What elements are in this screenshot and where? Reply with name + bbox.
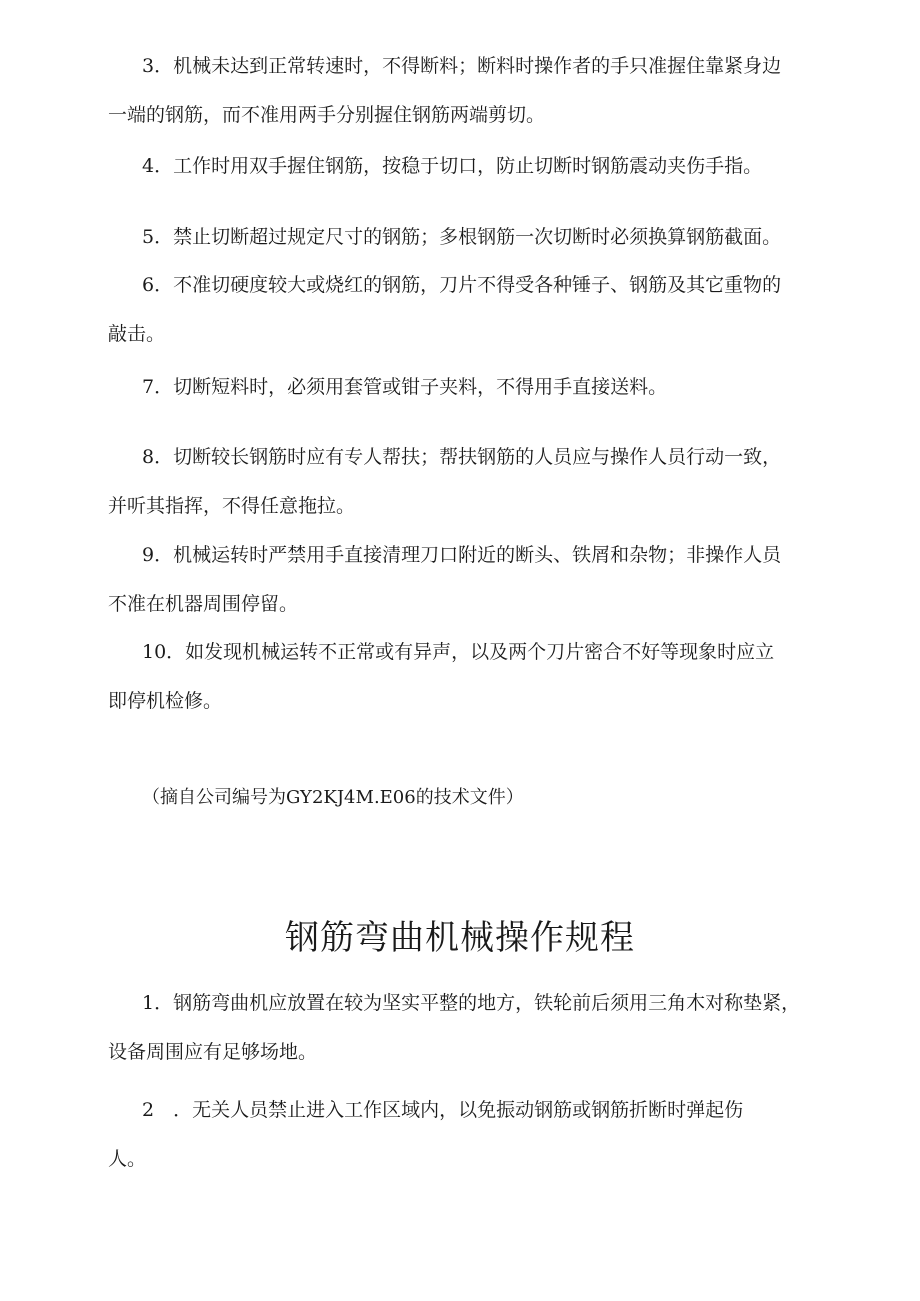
paragraph-line: 9．机械运转时严禁用手直接清理刀口附近的断头、铁屑和杂物；非操作人员 — [142, 544, 782, 566]
section-title: 钢筋弯曲机械操作规程 — [285, 918, 635, 958]
paragraph-item-4 — [108, 142, 828, 191]
paragraph-line: 5．禁止切断超过规定尺寸的钢筋；多根钢筋一次切断时必须换算钢筋截面。 — [142, 226, 782, 248]
paragraph-line: 敲击。 — [108, 323, 166, 345]
paragraph-item-7 — [108, 363, 828, 412]
paragraph-line: 1．钢筋弯曲机应放置在较为坚实平整的地方，铁轮前后须用三角木对称垫紧， — [142, 992, 801, 1014]
paragraph-line: 一端的钢筋，而不准用两手分别握住钢筋两端剪切。 — [108, 104, 546, 126]
paragraph-item-5 — [108, 213, 828, 262]
paragraph-bend-item-2 — [108, 1086, 828, 1184]
paragraph-line: 并听其指挥，不得任意拖拉。 — [108, 495, 356, 517]
paragraph-line: 即停机检修。 — [108, 690, 223, 712]
paragraph-item-3 — [108, 42, 828, 140]
paragraph-item-8 — [108, 433, 828, 531]
source-note: （摘自公司编号为GY2KJ4M.E06的技术文件） — [142, 787, 524, 808]
paragraph-line: 8．切断较长钢筋时应有专人帮扶；帮扶钢筋的人员应与操作人员行动一致， — [142, 446, 782, 468]
paragraph-bend-item-1 — [108, 979, 828, 1077]
paragraph-line: 6．不准切硬度较大或烧红的钢筋，刀片不得受各种锤子、钢筋及其它重物的 — [142, 274, 782, 296]
paragraph-line: 2 ．无关人员禁止进入工作区域内，以免振动钢筋或钢筋折断时弹起伤 — [142, 1099, 744, 1121]
paragraph-line: 4．工作时用双手握住钢筋，按稳于切口，防止切断时钢筋震动夹伤手指。 — [142, 155, 763, 177]
paragraph-line: 不准在机器周围停留。 — [108, 593, 299, 615]
paragraph-item-6 — [108, 261, 828, 359]
paragraph-line: 7．切断短料时，必须用套管或钳子夹料，不得用手直接送料。 — [142, 376, 668, 398]
paragraph-line: 3．机械未达到正常转速时，不得断料；断料时操作者的手只准握住靠紧身边 — [142, 55, 782, 77]
paragraph-line: 设备周围应有足够场地。 — [108, 1041, 318, 1063]
paragraph-line: 10．如发现机械运转不正常或有异声，以及两个刀片密合不好等现象时应立 — [142, 641, 775, 663]
paragraph-item-9 — [108, 531, 828, 629]
paragraph-line: 人。 — [108, 1148, 147, 1170]
paragraph-item-10 — [108, 628, 828, 726]
